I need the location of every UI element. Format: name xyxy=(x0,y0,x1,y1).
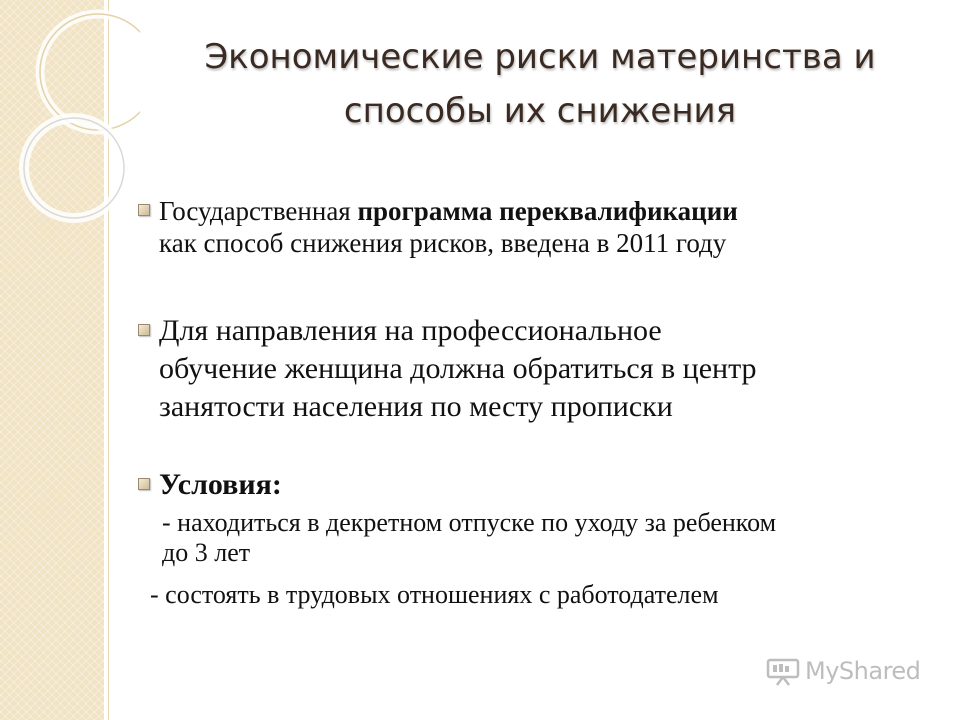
bullet-text-rest: как способ снижения рисков, введена в 2011 году xyxy=(159,228,727,258)
condition-item-maternity-leave: - находиться в декретном отпуске по уходу за ребенком до 3 лет xyxy=(162,508,777,567)
decorative-circles xyxy=(0,0,140,260)
bullet-text-prefix: Государственная xyxy=(159,196,358,226)
bullet-square-icon xyxy=(138,204,150,216)
bullet-square-icon xyxy=(138,478,150,490)
watermark-text: MyShared xyxy=(805,657,921,685)
bullet-square-icon xyxy=(138,324,150,336)
bullet-text-bold: программа переквалификации xyxy=(357,196,738,226)
conditions-label: Условия: xyxy=(159,468,282,501)
bullet-text xyxy=(159,195,738,259)
bullet-text: Для направления на профессиональное обучение женщина должна обратиться в центр занятости населения по месту прописки xyxy=(159,314,757,423)
slide-title: Экономические риски материнства и способы их снижения xyxy=(204,37,876,131)
watermark xyxy=(766,656,920,686)
bullet-retraining-program xyxy=(138,195,928,259)
bullet-employment-center xyxy=(138,312,928,426)
presentation-board-icon xyxy=(766,656,800,686)
bullet-conditions xyxy=(138,466,928,504)
condition-item-employment: - состоять в трудовых отношениях с работодателем xyxy=(150,580,719,609)
